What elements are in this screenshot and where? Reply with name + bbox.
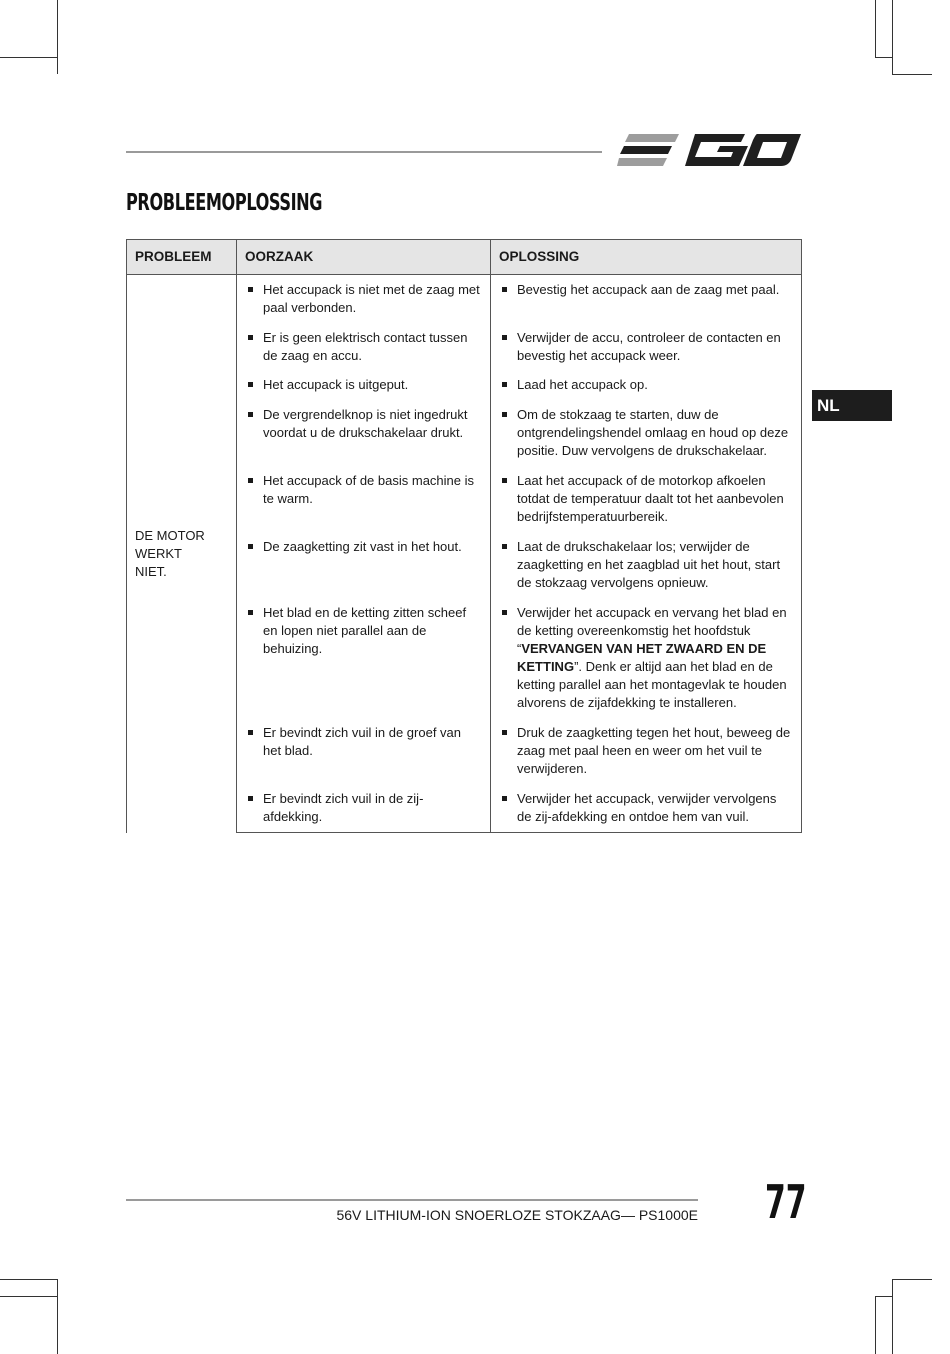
crop-mark xyxy=(875,1296,876,1354)
header-rule xyxy=(126,151,602,153)
solution-item: Verwijder de accu, controleer de contacten en bevestig het accupack weer. xyxy=(491,329,801,365)
solution-item: Laad het accupack op. xyxy=(491,376,801,394)
crop-mark xyxy=(0,1279,57,1280)
cause-item: Het blad en de ketting zitten scheef en lopen niet parallel aan de behuizing. xyxy=(237,604,490,658)
chapter-reference: VERVANGEN VAN HET ZWAARD EN DE KETTING xyxy=(517,641,767,674)
crop-mark xyxy=(0,1296,57,1297)
cause-item: Het accupack is uitgeput. xyxy=(237,376,490,394)
crop-mark xyxy=(875,1296,892,1297)
cause-item: Er bevindt zich vuil in de groef van het blad. xyxy=(237,724,490,760)
page-number: 77 xyxy=(765,1175,807,1229)
footer-product-title: 56V LITHIUM-ION SNOERLOZE STOKZAAG— PS1000E xyxy=(336,1207,698,1223)
solution-item: Druk de zaagketting tegen het hout, beweeg de zaag met paal heen en weer om het vuil te verwijderen. xyxy=(491,724,801,778)
solution-item xyxy=(491,604,801,712)
table-row xyxy=(127,275,802,330)
solution-text: Verwijder het accupack en vervang het blad en de ketting overeenkomstig het hoofdstuk “ xyxy=(517,605,787,656)
solution-item: Laat het accupack of de motorkop afkoelen totdat de temperatuur daalt tot het aanbevolen bedrijfstemperatuurbereik. xyxy=(491,472,801,526)
troubleshooting-table xyxy=(126,239,802,833)
solution-text: ”. Denk er altijd aan het blad en de ketting parallel aan het montagevlak te houden alvorens de zijafdekking te installeren. xyxy=(517,659,787,710)
crop-mark xyxy=(892,1279,893,1354)
crop-mark xyxy=(57,1279,58,1354)
language-tab: NL xyxy=(812,390,892,421)
solution-item: Laat de drukschakelaar los; verwijder de zaagketting en het zaagblad uit het hout, start de stokzaag vervolgens opnieuw. xyxy=(491,538,801,592)
column-header-solution: OPLOSSING xyxy=(491,240,802,275)
problem-cell xyxy=(127,275,237,833)
crop-mark xyxy=(892,0,893,74)
solution-item: Bevestig het accupack aan de zaag met paal. xyxy=(491,281,801,299)
solution-item: Verwijder het accupack, verwijder vervolgens de zij-afdekking en ontdoe hem van vuil. xyxy=(491,790,801,826)
crop-mark xyxy=(57,0,58,74)
crop-mark xyxy=(892,1279,932,1280)
cause-item: De zaagketting zit vast in het hout. xyxy=(237,538,490,556)
solution-item: Om de stokzaag te starten, duw de ontgrendelingshendel omlaag en houd op deze positie. Duw vervolgens de drukschakelaar. xyxy=(491,406,801,460)
cause-item: Het accupack is niet met de zaag met paal verbonden. xyxy=(237,281,490,317)
column-header-problem: PROBLEEM xyxy=(127,240,237,275)
ego-logo xyxy=(617,128,801,172)
cause-item: Er bevindt zich vuil in de zij-afdekking. xyxy=(237,790,490,826)
cause-item: Het accupack of de basis machine is te warm. xyxy=(237,472,490,508)
crop-mark xyxy=(892,74,932,75)
crop-mark xyxy=(875,57,892,58)
table-header-row xyxy=(127,240,802,275)
crop-mark xyxy=(0,57,57,58)
column-header-cause: OORZAAK xyxy=(237,240,491,275)
cause-item: Er is geen elektrisch contact tussen de zaag en accu. xyxy=(237,329,490,365)
page-title: PROBLEEMOPLOSSING xyxy=(126,190,323,216)
cause-item: De vergrendelknop is niet ingedrukt voordat u de drukschakelaar drukt. xyxy=(237,406,490,442)
problem-text: DE MOTOR WERKT NIET. xyxy=(135,527,205,579)
crop-mark xyxy=(875,0,876,57)
footer-rule xyxy=(126,1199,698,1201)
